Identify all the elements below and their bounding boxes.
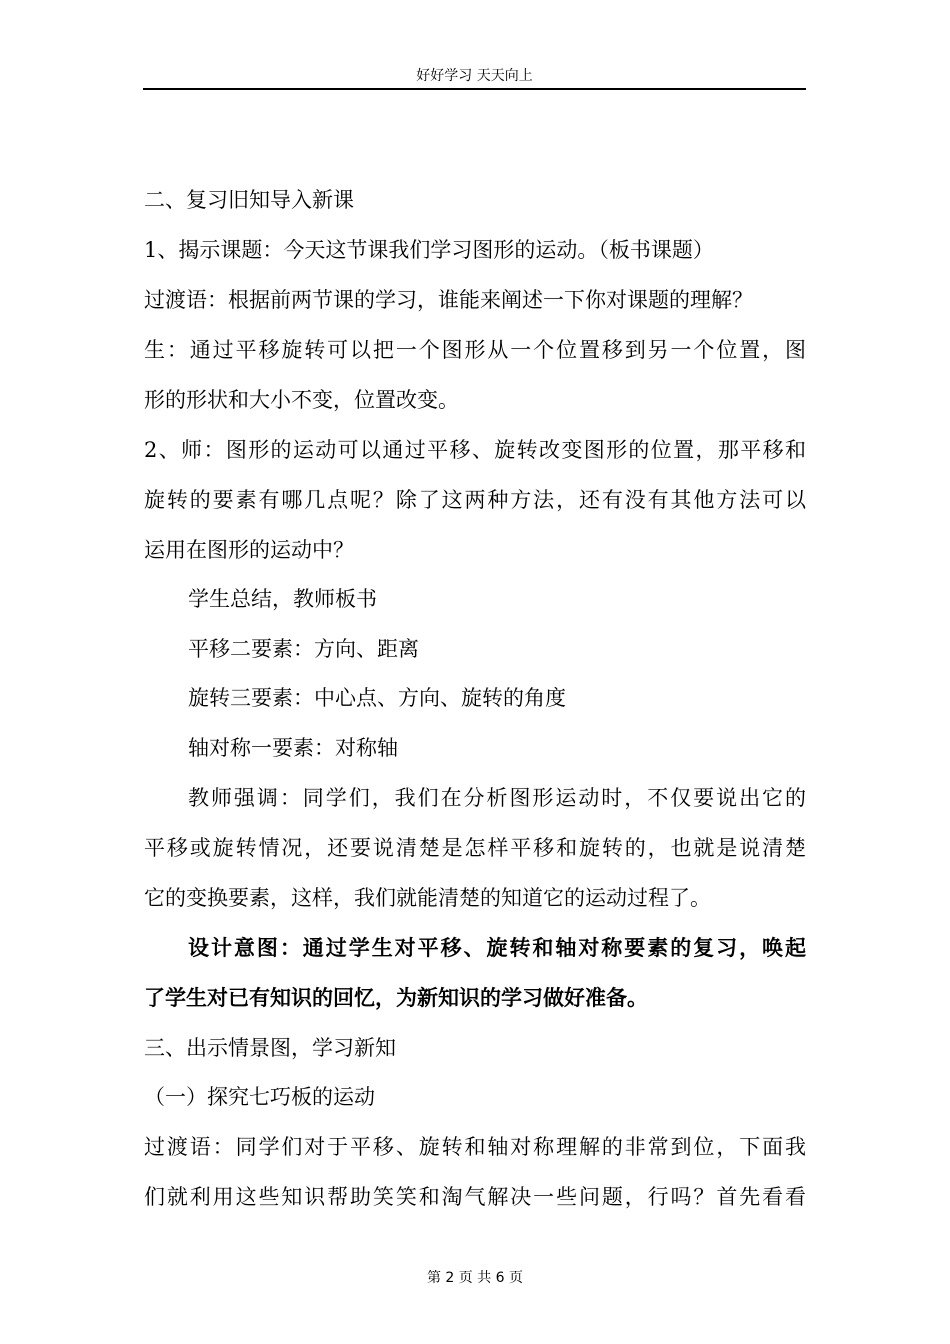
paragraph-line: 们就利用这些知识帮助笑笑和淘气解决一些问题，行吗？首先看看 [144, 1185, 806, 1209]
paragraph-line: 学生总结，教师板书 [188, 587, 377, 611]
paragraph-line: 旋转的要素有哪几点呢？除了这两种方法，还有没有其他方法可以 [144, 488, 806, 512]
paragraph-line: 形的形状和大小不变，位置改变。 [144, 388, 459, 412]
subsection-heading: （一）探究七巧板的运动 [144, 1085, 375, 1109]
header-divider [143, 88, 806, 90]
paragraph-line: 过渡语：同学们对于平移、旋转和轴对称理解的非常到位，下面我 [144, 1135, 806, 1159]
page-footer: 第 2 页 共 6 页 [426, 1270, 524, 1286]
paragraph-line: 旋转三要素：中心点、方向、旋转的角度 [188, 686, 566, 710]
design-intent-line: 了学生对已有知识的回忆，为新知识的学习做好准备。 [144, 986, 648, 1010]
section-heading-review: 二、复习旧知导入新课 [144, 188, 354, 212]
paragraph-line: 1、揭示课题：今天这节课我们学习图形的运动。（板书课题） [144, 238, 714, 262]
paragraph-line: 2、师：图形的运动可以通过平移、旋转改变图形的位置，那平移和 [144, 438, 806, 462]
design-intent-line: 设计意图：通过学生对平移、旋转和轴对称要素的复习，唤起 [188, 936, 806, 960]
section-heading-new: 三、出示情景图，学习新知 [144, 1036, 396, 1060]
paragraph-line: 教师强调：同学们，我们在分析图形运动时，不仅要说出它的 [188, 786, 806, 810]
page-header: 好好学习 天天向上 [416, 68, 533, 84]
paragraph-line: 平移或旋转情况，还要说清楚是怎样平移和旋转的，也就是说清楚 [144, 836, 806, 860]
paragraph-line: 轴对称一要素：对称轴 [188, 736, 398, 760]
paragraph-line: 平移二要素：方向、距离 [188, 637, 419, 661]
paragraph-line: 生：通过平移旋转可以把一个图形从一个位置移到另一个位置，图 [144, 338, 806, 362]
paragraph-line: 运用在图形的运动中？ [144, 538, 354, 562]
paragraph-line: 过渡语：根据前两节课的学习，谁能来阐述一下你对课题的理解？ [144, 288, 753, 312]
paragraph-line: 它的变换要素，这样，我们就能清楚的知道它的运动过程了。 [144, 886, 711, 910]
